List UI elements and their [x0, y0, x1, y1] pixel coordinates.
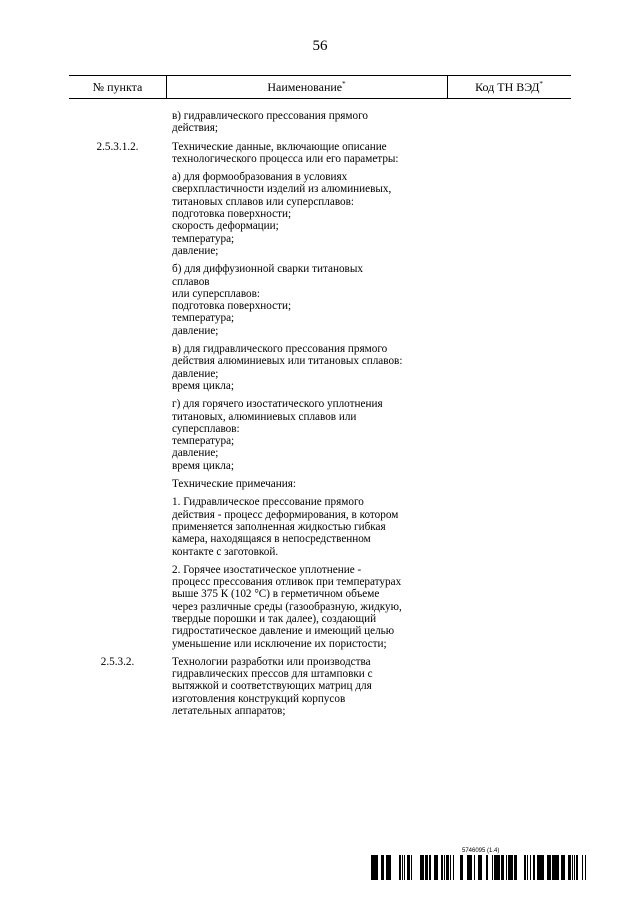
text-line: давление;: [172, 244, 219, 257]
text-line: контакте с заготовкой.: [172, 545, 279, 558]
text-line: Технологии разработки или производства: [172, 655, 371, 668]
barcode-label: 5746095 (1.4): [462, 848, 500, 854]
text-line: давление;: [172, 367, 219, 380]
barcode-image: [371, 855, 589, 880]
page-number: 56: [312, 38, 328, 54]
text-line: время цикла;: [172, 379, 234, 392]
text-line: гидростатическое давление и имеющий целью: [172, 625, 395, 638]
text-line: время цикла;: [172, 459, 234, 472]
paragraph: [172, 110, 447, 135]
text-line: изготовления конструкций корпусов: [172, 692, 346, 705]
text-line: применяется заполненная жидкостью гибкая: [172, 520, 386, 533]
text-line: процесс прессования отливок при температурах: [172, 576, 402, 589]
table-row: [69, 110, 571, 135]
table-row: [69, 141, 571, 650]
text-line: сверхпластичности изделий из алюминиевых,: [172, 183, 392, 196]
text-line: через различные среды (газообразную, жидкую,: [172, 600, 402, 613]
text-line: твердые порошки и так далее), создающий: [172, 612, 377, 625]
text-line: титановых, алюминиевых сплавов или: [172, 410, 357, 423]
text-line: технологического процесса или его параметры:: [172, 152, 399, 165]
text-line: суперсплавов:: [172, 422, 240, 435]
text-line: Технические примечания:: [172, 478, 296, 491]
item-number: 2.5.3.2.: [100, 655, 135, 668]
text-line: г) для горячего изостатического уплотнения: [172, 398, 383, 411]
text-line: температура;: [172, 312, 235, 325]
header-name: Наименование*: [267, 80, 346, 94]
paragraph: [172, 343, 447, 392]
text-line: или суперсплавов:: [172, 287, 261, 300]
item-description: [172, 656, 447, 717]
text-line: б) для диффузионной сварки титановых: [172, 263, 363, 276]
paragraph: [172, 263, 447, 337]
text-line: в) для гидравлического прессования прямого: [172, 343, 388, 356]
text-line: камера, находящаяся в непосредственном: [172, 533, 371, 546]
text-line: выше 375 К (102 °С) в герметичном объеме: [172, 588, 380, 601]
text-line: уменьшение или исключение их пористости;: [172, 637, 387, 650]
item-description: [172, 141, 447, 650]
text-line: в) гидравлического прессования прямого: [172, 110, 369, 122]
item-description: [172, 110, 447, 135]
item-number: 2.5.3.1.2.: [96, 140, 139, 153]
text-line: давление;: [172, 447, 219, 460]
text-line: действия алюминиевых или титановых сплавов:: [172, 355, 403, 368]
text-line: титановых сплавов или суперсплавов:: [172, 195, 355, 208]
text-line: а) для формообразования в условиях: [172, 171, 348, 184]
text-line: вытяжкой и соответствующих матриц для: [172, 680, 372, 693]
text-line: подготовка поверхности;: [172, 208, 292, 221]
text-line: давление;: [172, 324, 219, 337]
text-line: температура;: [172, 435, 235, 448]
paragraph: [172, 656, 447, 717]
paragraph: [172, 478, 447, 490]
text-line: сплавов: [172, 275, 210, 288]
text-line: действия - процесс деформирования, в котором: [172, 508, 399, 521]
table-header: [69, 75, 571, 99]
paragraph: [172, 171, 447, 257]
text-line: подготовка поверхности;: [172, 300, 292, 313]
text-line: летательных аппаратов;: [172, 705, 286, 718]
paragraph: [172, 141, 447, 166]
text-line: скорость деформации;: [172, 220, 279, 233]
text-line: температура;: [172, 232, 235, 245]
paragraph: [172, 398, 447, 472]
table-row: [69, 656, 571, 717]
text-line: гидравлических прессов для штамповки с: [172, 668, 373, 681]
text-line: 2. Горячее изостатическое уплотнение -: [172, 563, 362, 576]
header-tnved-code: Код ТН ВЭД*: [475, 80, 543, 94]
text-line: действия;: [172, 122, 219, 135]
text-line: 1. Гидравлическое прессование прямого: [172, 496, 364, 509]
table-body: [69, 110, 571, 723]
paragraph: [172, 496, 447, 557]
paragraph: [172, 564, 447, 650]
header-item-number: № пункта: [92, 80, 143, 94]
text-line: Технические данные, включающие описание: [172, 140, 387, 153]
